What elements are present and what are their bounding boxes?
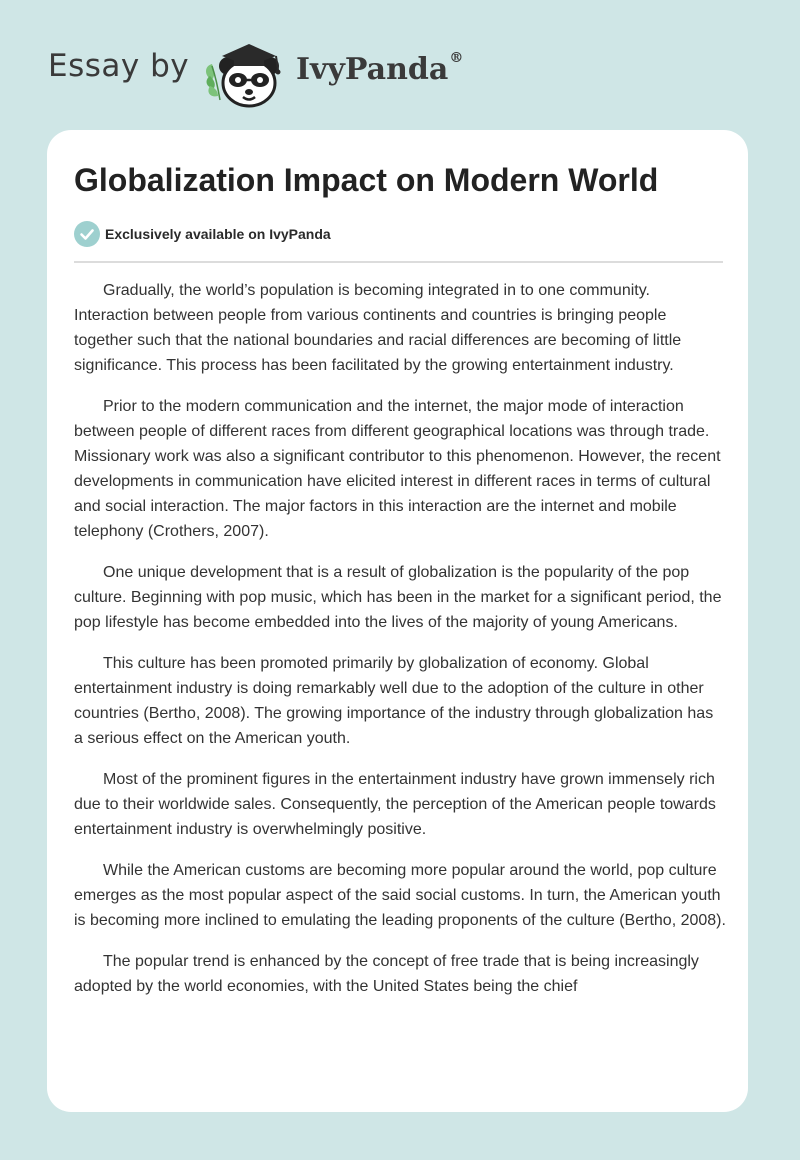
paragraph: The popular trend is enhanced by the concept of free trade that is being increasingly adopted by the world economies, with the United States being the chief	[74, 953, 699, 995]
check-circle-icon	[74, 221, 100, 247]
essay-body	[74, 278, 726, 1093]
paragraph: Gradually, the world’s population is becoming integrated in to one community. Interaction between people from various continents and countries is bringing people together such that the national boundaries and racial differences are becoming of little significance. This process has been facilitated by the growing entertainment industry.	[74, 282, 682, 374]
exclusive-label: Exclusively available on IvyPanda	[105, 226, 331, 242]
registered-mark: ®	[449, 50, 464, 66]
divider	[74, 261, 723, 263]
exclusive-badge	[74, 221, 331, 247]
brand-name[interactable]	[296, 52, 463, 87]
site-header	[0, 0, 800, 130]
brand-label: IvyPanda	[296, 52, 449, 87]
paragraph: While the American customs are becoming more popular around the world, pop culture emerges as the most popular aspect of the said social customs. In turn, the American youth is becoming more inclined to emulating the leading proponents of the culture (Bertho, 2008).	[74, 862, 726, 929]
paragraph: One unique development that is a result of globalization is the popularity of the pop culture. Beginning with pop music, which has been in the market for a significant period, the pop lifestyle has become embedded into the lives of the majority of young Americans.	[74, 564, 722, 631]
paragraph: This culture has been promoted primarily by globalization of economy. Global entertainment industry is doing remarkably well due to the adoption of the culture in other countries (Bertho, 2008). The growing importance of the industry through globalization has a serious effect on the American youth.	[74, 655, 714, 747]
page-title: Globalization Impact on Modern World	[74, 162, 659, 198]
panda-graduate-icon[interactable]	[200, 36, 292, 110]
essay-card	[47, 130, 748, 1112]
paragraph: Prior to the modern communication and the internet, the major mode of interaction between people of different races from different geographical locations was through trade. Missionary work was also a significant contributor to this phenomenon. However, the recent developments in communication have elicited interest in different races in terms of cultural and social interaction. The major factors in this interaction are the internet and mobile telephony (Crothers, 2007).	[74, 398, 721, 540]
essay-by-label: Essay by	[48, 48, 190, 84]
paragraph: Most of the prominent figures in the entertainment industry have grown immensely rich due to their worldwide sales. Consequently, the perception of the American people towards entertainment industry is overwhelmingly positive.	[74, 771, 716, 838]
